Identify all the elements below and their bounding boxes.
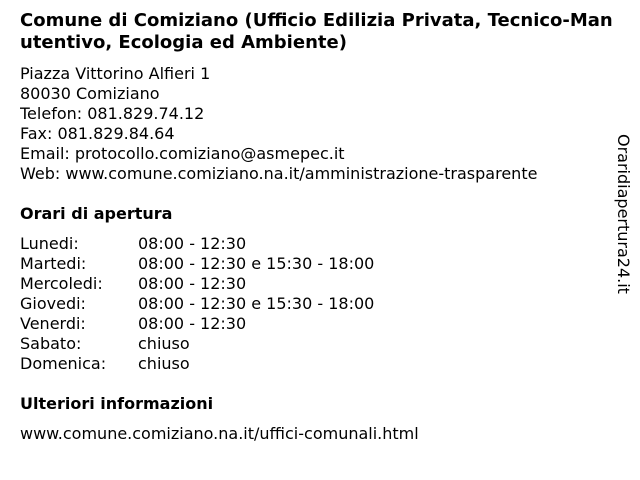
time-value: 08:00 - 12:30 xyxy=(138,234,247,253)
time-value: 08:00 - 12:30 xyxy=(138,314,247,333)
offices-page-link[interactable]: www.comune.comiziano.na.it/uffici-comunali.html xyxy=(20,424,419,443)
address-street: Piazza Vittorino Alfieri 1 xyxy=(20,64,211,83)
time-value: 08:00 - 12:30 xyxy=(138,274,247,293)
day-label: Domenica: xyxy=(20,354,107,373)
fax-number: Fax: 081.829.84.64 xyxy=(20,124,175,143)
hours-row-friday xyxy=(20,314,374,334)
page-title: Comune di Comiziano (Ufficio Edilizia Privata, Tecnico-Manutentivo, Ecologia ed Ambiente) xyxy=(20,10,613,53)
hours-row-saturday xyxy=(20,334,374,354)
hours-row-sunday xyxy=(20,354,374,374)
site-watermark: Oraridiapertura24.it xyxy=(614,134,633,294)
time-value: 08:00 - 12:30 e 15:30 - 18:00 xyxy=(138,254,375,273)
more-info-heading: Ulteriori informazioni xyxy=(20,394,214,413)
contact-block xyxy=(20,64,610,184)
hours-row-tuesday xyxy=(20,254,374,274)
time-value: chiuso xyxy=(138,334,190,353)
hours-row-wednesday xyxy=(20,274,374,294)
day-label: Venerdi: xyxy=(20,314,86,333)
opening-hours-table xyxy=(20,234,374,374)
day-label: Mercoledi: xyxy=(20,274,103,293)
address-city: 80030 Comiziano xyxy=(20,84,160,103)
day-label: Sabato: xyxy=(20,334,82,353)
phone-number: Telefon: 081.829.74.12 xyxy=(20,104,205,123)
website-link[interactable]: Web: www.comune.comiziano.na.it/amministrazione-trasparente xyxy=(20,164,538,183)
day-label: Giovedi: xyxy=(20,294,86,313)
opening-hours-heading: Orari di apertura xyxy=(20,204,173,223)
day-label: Lunedi: xyxy=(20,234,79,253)
time-value: chiuso xyxy=(138,354,190,373)
time-value: 08:00 - 12:30 e 15:30 - 18:00 xyxy=(138,294,375,313)
hours-row-monday xyxy=(20,234,374,254)
hours-row-thursday xyxy=(20,294,374,314)
email-address[interactable]: Email: protocollo.comiziano@asmepec.it xyxy=(20,144,345,163)
day-label: Martedi: xyxy=(20,254,87,273)
